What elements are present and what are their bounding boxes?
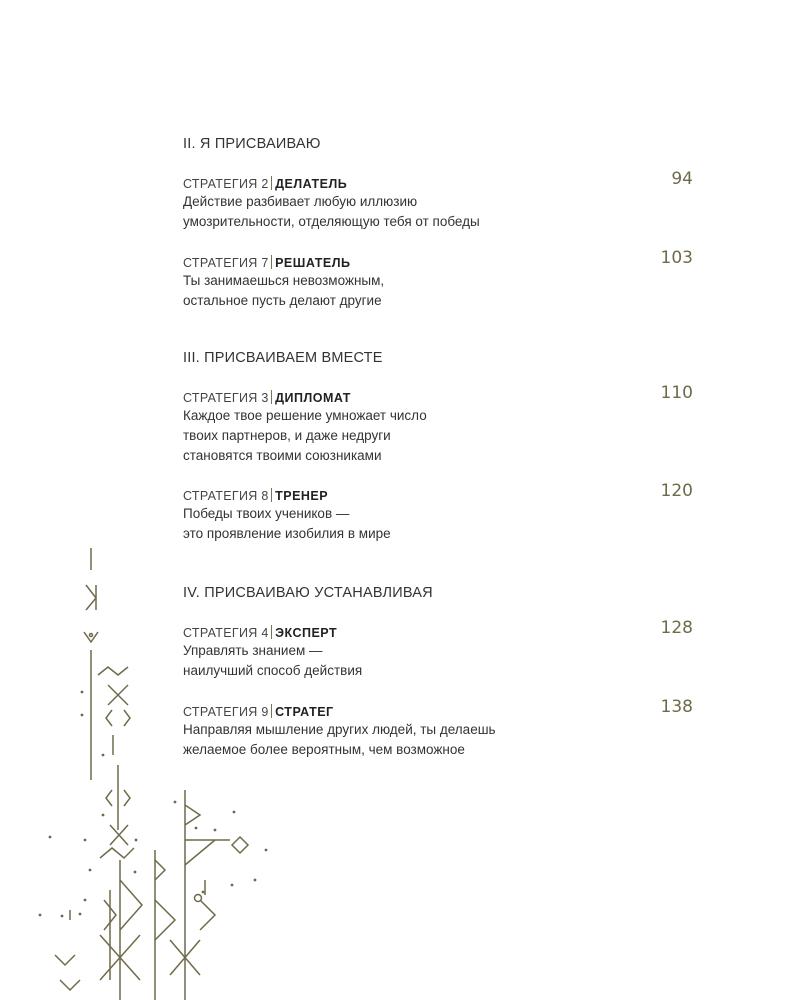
divider-bar — [271, 255, 273, 269]
description-line: это проявление изобилия в мире — [183, 526, 391, 541]
page-number: 94 — [671, 169, 693, 189]
toc-entry-strategy-2[interactable] — [183, 169, 703, 232]
strategy-name: ДЕЛАТЕЛЬ — [275, 177, 348, 191]
page-number: 103 — [660, 248, 693, 268]
description-line: Каждое твое решение умножает число — [183, 408, 427, 423]
description-line: Управлять знанием — — [183, 643, 323, 658]
description-line: Направляя мышление других людей, ты делаешь — [183, 722, 496, 737]
divider-bar — [271, 488, 273, 502]
strategy-prefix: СТРАТЕГИЯ 3 — [183, 391, 269, 405]
description-line: умозрительности, отделяющую тебя от победы — [183, 214, 480, 229]
description-line: остальное пусть делают другие — [183, 293, 382, 308]
strategy-name: РЕШАТЕЛЬ — [275, 256, 351, 270]
page-number: 138 — [660, 697, 693, 717]
entry-description — [183, 192, 703, 232]
toc-entry-strategy-7[interactable] — [183, 248, 703, 311]
section-title: IV. ПРИСВАИВАЮ УСТАНАВЛИВАЯ — [183, 585, 433, 601]
strategy-name: ДИПЛОМАТ — [275, 391, 351, 405]
section-title: III. ПРИСВАИВАЕМ ВМЕСТЕ — [183, 350, 383, 366]
entry-heading — [183, 488, 703, 503]
strategy-prefix: СТРАТЕГИЯ 9 — [183, 705, 269, 719]
entry-description — [183, 406, 703, 466]
strategy-prefix: СТРАТЕГИЯ 8 — [183, 489, 269, 503]
strategy-prefix: СТРАТЕГИЯ 7 — [183, 256, 269, 270]
strategy-name: ТРЕНЕР — [275, 489, 329, 503]
strategy-prefix: СТРАТЕГИЯ 2 — [183, 177, 269, 191]
strategy-name: ЭКСПЕРТ — [275, 626, 338, 640]
page-number: 120 — [660, 481, 693, 501]
section-title: II. Я ПРИСВАИВАЮ — [183, 136, 321, 152]
entry-heading — [183, 255, 703, 270]
toc-entry-strategy-3[interactable] — [183, 383, 703, 466]
strategy-name: СТРАТЕГ — [275, 705, 334, 719]
entry-heading — [183, 390, 703, 405]
page-number: 128 — [660, 618, 693, 638]
entry-description — [183, 504, 703, 544]
description-line: наилучший способ действия — [183, 663, 363, 678]
description-line: Действие разбивает любую иллюзию — [183, 194, 418, 209]
divider-bar — [271, 176, 273, 190]
divider-bar — [271, 390, 273, 404]
toc-entry-strategy-8[interactable] — [183, 481, 703, 544]
strategy-prefix: СТРАТЕГИЯ 4 — [183, 626, 269, 640]
description-line: желаемое более вероятным, чем возможное — [183, 742, 465, 757]
entry-heading — [183, 176, 703, 191]
entry-description — [183, 271, 703, 311]
description-line: Ты занимаешься невозможным, — [183, 273, 385, 288]
description-line: твоих партнеров, и даже недруги — [183, 428, 391, 443]
runic-ornament-icon — [0, 540, 300, 1000]
description-line: Победы твоих учеников — — [183, 506, 350, 521]
page-number: 110 — [660, 383, 693, 403]
description-line: становятся твоими союзниками — [183, 448, 382, 463]
